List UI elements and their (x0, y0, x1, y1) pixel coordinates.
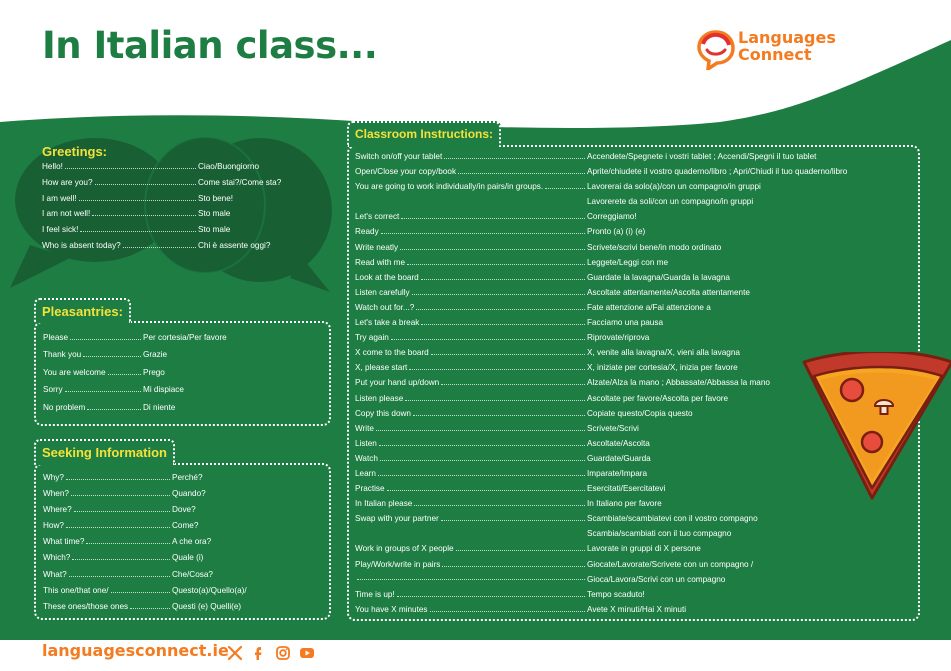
dotted-leader (407, 258, 585, 265)
list-item (42, 241, 332, 257)
speech-face-icon (696, 28, 736, 70)
list-item (355, 560, 920, 575)
dotted-leader (123, 241, 196, 248)
english-phrase: This one/that one/ (43, 585, 109, 595)
pizza-slice-icon (800, 352, 951, 502)
english-phrase: Open/Close your copy/book (355, 167, 457, 177)
italian-phrase: X, iniziate per cortesia/X, inizia per favore (587, 363, 738, 373)
italian-phrase: Che/Cosa? (172, 569, 213, 579)
english-phrase: When? (43, 489, 69, 499)
english-phrase: Write neatly (355, 242, 399, 252)
italian-phrase: Mi dispiace (143, 385, 184, 395)
english-phrase: I am not well! (42, 209, 91, 219)
english-phrase: Write (355, 423, 374, 433)
pleasantries-list (43, 333, 323, 420)
italian-phrase: Scambia/scambiati con il tuo compagno (587, 529, 732, 539)
italian-phrase: Lavorerete da soli/con un compagno/in gruppi (587, 197, 754, 207)
list-item (355, 273, 920, 288)
list-item (43, 350, 323, 367)
facebook-icon[interactable] (251, 645, 267, 661)
italian-phrase: Avete X minuti/Hai X minuti (587, 604, 687, 614)
italian-phrase: Esercitati/Esercitatevi (587, 484, 666, 494)
list-item (43, 570, 323, 586)
seeking-information-list (43, 473, 323, 618)
english-phrase: You have X minutes (355, 604, 428, 614)
dotted-leader (87, 403, 141, 410)
english-phrase: How? (43, 521, 64, 531)
english-phrase: These ones/those ones (43, 601, 129, 611)
italian-phrase: Ciao/Buongiorno (198, 162, 259, 171)
dotted-leader (421, 273, 585, 280)
english-phrase: Hello! (42, 162, 63, 171)
list-item (43, 586, 323, 602)
dotted-leader (86, 537, 170, 544)
english-phrase: Practise (355, 484, 385, 494)
english-phrase: Watch out for...? (355, 302, 415, 312)
dotted-leader (412, 288, 585, 295)
italian-phrase: Guardate/Guarda (587, 453, 651, 463)
italian-phrase: Accendete/Spegnete i vostri tablet ; Accendi/Spegni il tuo tablet (587, 152, 817, 161)
dotted-leader (130, 602, 170, 609)
list-item (355, 333, 920, 348)
english-phrase: Time is up! (355, 589, 395, 599)
dotted-leader (458, 167, 585, 174)
dotted-leader (409, 363, 585, 370)
italian-phrase: Correggiamo! (587, 212, 637, 222)
languages-connect-logo[interactable] (696, 26, 846, 72)
english-phrase: Play/Work/write in pairs (355, 559, 441, 569)
english-phrase: Work in groups of X people (355, 544, 454, 554)
dotted-leader (357, 579, 585, 580)
italian-phrase: X, venite alla lavagna/X, vieni alla lavagna (587, 348, 740, 358)
dotted-leader (456, 544, 585, 551)
english-phrase: Learn (355, 468, 376, 478)
italian-phrase: Perché? (172, 473, 203, 482)
italian-phrase: Leggete/Leggi con me (587, 257, 669, 267)
list-item (355, 590, 920, 605)
dotted-leader (413, 409, 585, 416)
italian-phrase: Facciamo una pausa (587, 318, 664, 328)
italian-phrase: Copiate questo/Copia questo (587, 408, 693, 418)
english-phrase: Ready (355, 227, 379, 237)
english-phrase: Try again (355, 333, 389, 343)
italian-phrase: Scambiate/scambiatevi con il vostro compagno (587, 514, 758, 524)
italian-phrase: Come? (172, 521, 199, 531)
dotted-leader (380, 454, 585, 461)
dotted-leader (405, 394, 585, 401)
list-item (355, 227, 920, 242)
english-phrase: Please (43, 333, 69, 342)
english-phrase: How are you? (42, 177, 93, 187)
dotted-leader (430, 605, 585, 612)
dotted-leader (66, 521, 170, 528)
list-item (42, 225, 332, 241)
italian-phrase: Sto bene! (198, 193, 234, 203)
list-item (42, 209, 332, 225)
list-item (43, 489, 323, 505)
dotted-leader (378, 469, 585, 476)
dotted-leader (69, 570, 170, 577)
italian-phrase: Ascoltate attentamente/Ascolta attentamente (587, 287, 750, 297)
youtube-icon[interactable] (299, 645, 315, 661)
dotted-leader (441, 378, 585, 385)
italian-phrase: Sto male (198, 209, 231, 219)
english-phrase: In Italian please (355, 499, 413, 509)
instagram-icon[interactable] (275, 645, 291, 661)
english-phrase: Switch on/off your tablet (355, 152, 443, 161)
dotted-leader (80, 225, 196, 232)
list-item (43, 553, 323, 569)
list-item (355, 258, 920, 273)
x-icon[interactable] (227, 645, 243, 661)
dotted-leader (95, 178, 196, 185)
dotted-leader (376, 424, 585, 431)
dotted-leader (421, 318, 585, 325)
italian-phrase: Ascoltate per favore/Ascolta per favore (587, 393, 729, 403)
logo-text-line2: Connect (738, 45, 812, 64)
list-item (43, 505, 323, 521)
dotted-leader (401, 212, 585, 219)
english-phrase: I am well! (42, 193, 77, 203)
italian-phrase: Giocate/Lavorate/Scrivete con un compagno / (587, 559, 754, 569)
list-item (43, 368, 323, 385)
list-item (355, 167, 920, 182)
italian-phrase: Imparate/Impara (587, 468, 648, 478)
english-phrase: Which? (43, 553, 71, 563)
pleasantries-heading: Pleasantries: (34, 298, 131, 323)
dotted-leader (381, 227, 585, 234)
italian-phrase: In Italiano per favore (587, 499, 662, 509)
english-phrase: Who is absent today? (42, 240, 121, 250)
italian-phrase: Tempo scaduto! (587, 589, 645, 599)
website-link[interactable]: languagesconnect.ie (42, 641, 229, 660)
dotted-leader (92, 209, 196, 216)
classroom-instructions-heading: Classroom Instructions: (347, 121, 501, 147)
italian-phrase: Riprovate/riprova (587, 333, 650, 343)
italian-phrase: Scrivete/Scrivi (587, 423, 639, 433)
english-phrase: Listen please (355, 393, 404, 403)
english-phrase: No problem (43, 402, 86, 412)
english-phrase: Listen carefully (355, 287, 410, 297)
italian-phrase: A che ora? (172, 537, 212, 547)
dotted-leader (414, 499, 585, 506)
page-title: In Italian class... (42, 24, 378, 67)
english-phrase: Sorry (43, 385, 63, 395)
list-item (355, 182, 920, 197)
list-item (355, 605, 920, 620)
english-phrase: X, please start (355, 363, 408, 373)
english-phrase: Listen (355, 438, 377, 448)
greetings-heading: Greetings: (42, 144, 108, 159)
english-phrase: Let's take a break (355, 318, 420, 328)
dotted-leader (545, 182, 585, 189)
dotted-leader (111, 586, 170, 593)
english-phrase: Put your hand up/down (355, 378, 440, 388)
english-phrase: Watch (355, 453, 378, 463)
list-item (355, 544, 920, 559)
italian-phrase: Chi è assente oggi? (198, 240, 271, 250)
english-phrase: You are going to work individually/in pairs/in groups. (355, 182, 544, 192)
dotted-leader (441, 514, 585, 521)
list-item (355, 514, 920, 529)
english-phrase: Let's correct (355, 212, 400, 222)
italian-phrase: Prego (143, 367, 165, 377)
italian-phrase: Dove? (172, 505, 196, 515)
list-item (355, 575, 920, 590)
italian-phrase: Scrivete/scrivi bene/in modo ordinato (587, 242, 722, 252)
list-item (43, 333, 323, 350)
dotted-leader (400, 243, 585, 250)
dotted-leader (70, 333, 141, 340)
dotted-leader (431, 348, 585, 355)
dotted-leader (83, 350, 141, 357)
english-phrase: Read with me (355, 257, 406, 267)
list-item (355, 303, 920, 318)
dotted-leader (379, 439, 585, 446)
dotted-leader (65, 385, 141, 392)
italian-phrase: Lavorate in gruppi di X persone (587, 544, 701, 554)
english-phrase: What time? (43, 537, 85, 547)
english-phrase: You are welcome (43, 367, 106, 377)
list-item (355, 212, 920, 227)
list-item (355, 529, 920, 544)
italian-phrase: Ascoltate/Ascolta (587, 438, 650, 448)
italian-phrase: Fate attenzione a/Fai attenzione a (587, 302, 711, 312)
list-item (43, 385, 323, 402)
italian-phrase: Gioca/Lavora/Scrivi con un compagno (587, 574, 726, 584)
list-item (355, 318, 920, 333)
italian-phrase: Guardate la lavagna/Guarda la lavagna (587, 272, 730, 282)
italian-phrase: Questi (e) Quelli(e) (172, 601, 242, 611)
italian-phrase: Pronto (a) (i) (e) (587, 227, 646, 237)
list-item (43, 537, 323, 553)
list-item (355, 197, 920, 212)
english-phrase: Where? (43, 505, 72, 515)
list-item (42, 178, 332, 194)
list-item (43, 521, 323, 537)
italian-phrase: Grazie (143, 350, 168, 360)
dotted-leader (397, 590, 585, 597)
italian-phrase: Per cortesia/Per favore (143, 333, 227, 342)
dotted-leader (444, 152, 585, 159)
italian-phrase: Sto male (198, 225, 231, 235)
english-phrase: Look at the board (355, 272, 419, 282)
italian-phrase: Come stai?/Come sta? (198, 177, 282, 187)
dotted-leader (65, 162, 196, 169)
seeking-information-heading: Seeking Information (34, 439, 175, 465)
english-phrase: Thank you (43, 350, 82, 360)
italian-phrase: Questo(a)/Quello(a)/ (172, 585, 247, 595)
dotted-leader (71, 489, 170, 496)
list-item (43, 473, 323, 489)
list-item (42, 194, 332, 210)
logo-text-line1: Languages (738, 28, 836, 47)
italian-phrase: Di niente (143, 402, 176, 412)
list-item (43, 403, 323, 420)
list-item (355, 243, 920, 258)
english-phrase: X come to the board (355, 348, 429, 358)
english-phrase: Swap with your partner (355, 514, 439, 524)
english-phrase: What? (43, 569, 67, 579)
dotted-leader (391, 333, 585, 340)
italian-phrase: Aprite/chiudete il vostro quaderno/libro ; Apri/Chiudi il tuo quaderno/libro (587, 167, 848, 177)
italian-phrase: Lavorerai da solo(a)/con un compagno/in gruppi (587, 182, 761, 192)
italian-phrase: Quando? (172, 489, 206, 499)
dotted-leader (108, 368, 141, 375)
dotted-leader (72, 553, 170, 560)
english-phrase: Why? (43, 473, 64, 482)
italian-phrase: Quale (i) (172, 553, 204, 563)
list-item (43, 602, 323, 618)
list-item (355, 288, 920, 303)
dotted-leader (416, 303, 585, 310)
italian-phrase: Alzate/Alza la mano ; Abbassate/Abbassa la mano (587, 378, 770, 388)
dotted-leader (74, 505, 170, 512)
english-phrase: Copy this down (355, 408, 411, 418)
dotted-leader (387, 484, 585, 491)
greetings-list (42, 162, 332, 257)
list-item (355, 152, 920, 167)
dotted-leader (79, 194, 196, 201)
english-phrase: I feel sick! (42, 225, 79, 235)
dotted-leader (66, 473, 170, 480)
dotted-leader (442, 560, 585, 567)
list-item (42, 162, 332, 178)
